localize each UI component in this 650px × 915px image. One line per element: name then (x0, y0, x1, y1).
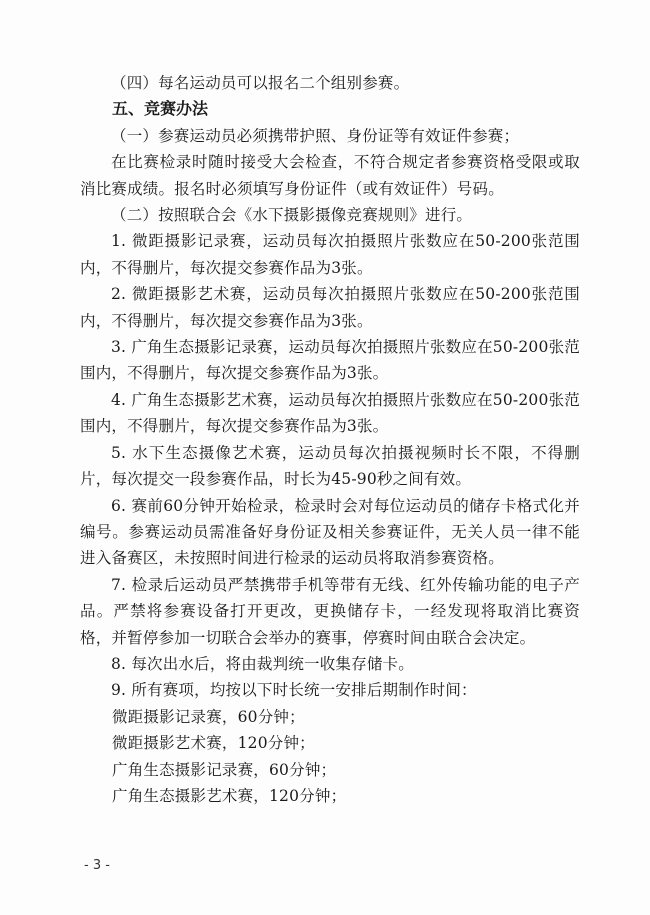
list-item-macro-art: 2. 微距摄影艺术赛，运动员每次拍摄照片张数应在50-200张范围内，不得删片，每次提交参赛作品为3张。 (80, 285, 580, 330)
list-item-wide-record: 3. 广角生态摄影记录赛，运动员每次拍摄照片张数应在50-200张范围内，不得删片，每次提交参赛作品为3张。 (80, 338, 580, 383)
paragraph-rules: （二）按照联合会《水下摄影摄像竞赛规则》进行。 (111, 206, 473, 225)
list-item-video-art: 5. 水下生态摄像艺术赛，运动员每次拍摄视频时长不限，不得删片，每次提交一段参赛作品，时长为45-90秒之间有效。 (80, 443, 580, 489)
page-number: - 3 - (84, 858, 110, 873)
paragraph-inspection: 在比赛检录时随时接受大会检查，不符合规定者参赛资格受限或取消比赛成绩。报名时必须填写身份证件（或有效证件）号码。 (80, 153, 580, 198)
list-item-card-collection: 8. 每次出水后，将由裁判统一收集存储卡。 (111, 654, 414, 673)
paragraph-registration-groups: （四）每名运动员可以报名二个组别参赛。 (111, 74, 410, 92)
time-item-wide-record: 广角生态摄影记录赛，60分钟； (112, 760, 337, 779)
list-item-electronics-ban: 7. 检录后运动员严禁携带手机等带有无线、红外传输功能的电子产品。严禁将参赛设备打开更改，更换储存卡，一经发现将取消比赛资格，并暂停参加一切联合会举办的赛事，停赛时间由联合会决定。 (80, 575, 580, 647)
section-heading-competition-method: 五、竞赛办法 (112, 99, 209, 119)
list-item-macro-record: 1. 微距摄影记录赛，运动员每次拍摄照片张数应在50-200张范围内，不得删片，每次提交参赛作品为3张。 (80, 232, 580, 277)
paragraph-documents: （一）参赛运动员必须携带护照、身份证等有效证件参赛； (111, 126, 520, 145)
list-item-wide-art: 4. 广角生态摄影艺术赛，运动员每次拍摄照片张数应在50-200张范围内，不得删片，每次提交参赛作品为3张。 (80, 390, 580, 436)
list-item-postproduction: 9. 所有赛项，均按以下时长统一安排后期制作时间： (111, 681, 477, 700)
time-item-macro-record: 微距摄影记录赛，60分钟； (112, 707, 305, 726)
document-body (80, 70, 580, 809)
time-item-wide-art: 广角生态摄影艺术赛，120分钟； (112, 786, 347, 805)
list-item-checkin: 6. 赛前60分钟开始检录，检录时会对每位运动员的储存卡格式化并编号。参赛运动员需准备好身份证及相关参赛证件，无关人员一律不能进入备赛区，未按照时间进行检录的运动员将取消参赛资格。 (80, 496, 580, 568)
time-item-macro-art: 微距摄影艺术赛，120分钟； (112, 734, 315, 753)
